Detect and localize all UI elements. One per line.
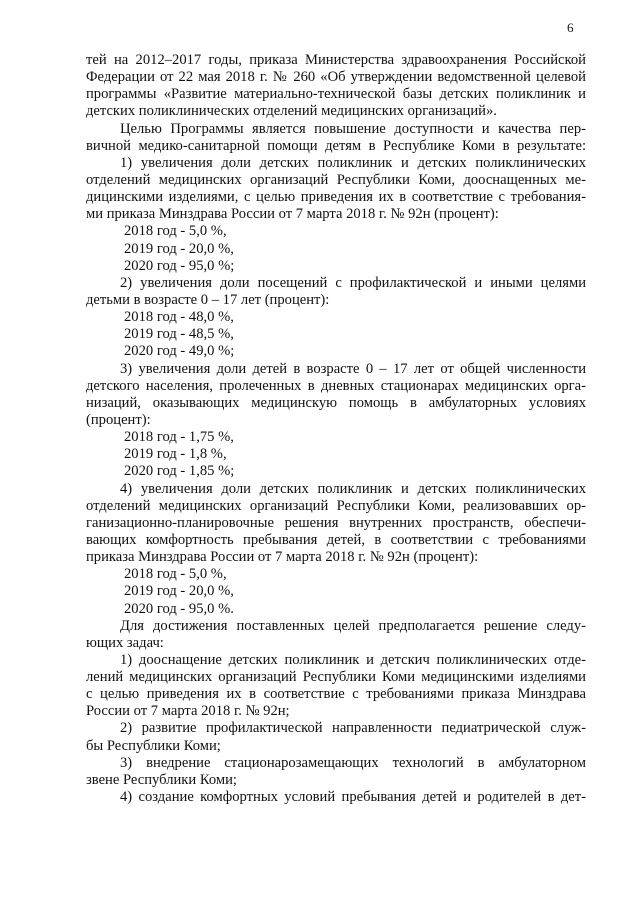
- text-line: 2019 год - 48,5 %,: [124, 326, 234, 343]
- text-line: Для достижения поставленных целей предполагается решение следу-: [120, 617, 586, 634]
- text-line: отделений медицинских организаций Республики Коми, реализовавших ор-: [86, 497, 586, 514]
- text-line: (процент):: [86, 411, 151, 428]
- text-line: приказа Минздрава России от 7 марта 2018 г. № 92н (процент):: [86, 549, 479, 566]
- text-line: вающих комфортность пребывания детей, в соответствии с требованиями: [86, 531, 586, 548]
- text-line: вичной медико-санитарной помощи детям в Республике Коми в результате:: [86, 137, 586, 154]
- text-line: 2020 год - 95,0 %.: [124, 600, 234, 617]
- page-number: 6: [567, 20, 574, 35]
- text-line: 2) увеличения доли посещений с профилактической и иными целями: [120, 274, 586, 291]
- body-text: [86, 52, 586, 806]
- text-line: тей на 2012–2017 годы, приказа Министерства здравоохранения Российской: [86, 52, 586, 68]
- text-line: 3) внедрение стационарозамещающих технологий в амбулаторном: [120, 754, 586, 771]
- text-line: дицинскими изделиями, с целью приведения их в соответствие с требования-: [86, 189, 586, 206]
- text-line: лений медицинских организаций Республики Коми медицинскими изделиями: [86, 669, 586, 686]
- text-line: бы Республики Коми;: [86, 737, 221, 754]
- text-line: ганизационно-планировочные решения внутренних пространств, обеспечи-: [86, 514, 586, 531]
- text-line: 2018 год - 5,0 %,: [124, 223, 227, 240]
- text-line: 2019 год - 1,8 %,: [124, 446, 227, 463]
- text-line: 2018 год - 48,0 %,: [124, 309, 234, 326]
- text-line: детского населения, пролеченных в дневных стационарах медицинских орга-: [86, 377, 586, 394]
- text-line: ми приказа Минздрава России от 7 марта 2018 г. № 92н (процент):: [86, 206, 499, 223]
- text-line: России от 7 марта 2018 г. № 92н;: [86, 703, 290, 720]
- text-line: 2020 год - 49,0 %;: [124, 343, 235, 360]
- text-line: 4) создание комфортных условий пребывания детей и родителей в дет-: [120, 789, 586, 806]
- text-line: программы «Развитие материально-технической базы детских поликлиник и: [86, 86, 586, 103]
- text-line: отделений медицинских организаций Республики Коми, дооснащенных ме-: [86, 171, 586, 188]
- text-line: 1) дооснащение детских поликлиник и детскич поликлинических отде-: [120, 651, 586, 668]
- text-line: 2020 год - 95,0 %;: [124, 257, 235, 274]
- text-line: 2018 год - 1,75 %,: [124, 429, 234, 446]
- text-line: 3) увеличения доли детей в возрасте 0 – 17 лет от общей численности: [120, 360, 586, 377]
- text-line: детьми в возрасте 0 – 17 лет (процент):: [86, 291, 330, 308]
- text-line: Целью Программы является повышение доступности и качества пер-: [120, 120, 586, 137]
- text-line: низаций, оказывающих медицинскую помощь в амбулаторных условиях: [86, 394, 586, 411]
- text-line: Федерации от 22 мая 2018 г. № 260 «Об утверждении ведомственной целевой: [86, 69, 586, 86]
- text-line: 2019 год - 20,0 %,: [124, 240, 234, 257]
- text-line: 2) развитие профилактической направленности педиатрической служ-: [120, 720, 586, 737]
- text-line: звене Республики Коми;: [86, 771, 237, 788]
- text-line: 1) увеличения доли детских поликлиник и детских поликлинических: [120, 154, 586, 171]
- text-line: 2019 год - 20,0 %,: [124, 583, 234, 600]
- text-line: 4) увеличения доли детских поликлиник и детских поликлинических: [120, 480, 586, 497]
- text-line: с целью приведения их в соответствие с требованиями приказа Минздрава: [86, 686, 586, 703]
- text-line: 2020 год - 1,85 %;: [124, 463, 235, 480]
- text-line: 2018 год - 5,0 %,: [124, 566, 227, 583]
- text-line: детских поликлинических отделений медицинских организаций».: [86, 103, 497, 120]
- text-line: ющих задач:: [86, 634, 164, 651]
